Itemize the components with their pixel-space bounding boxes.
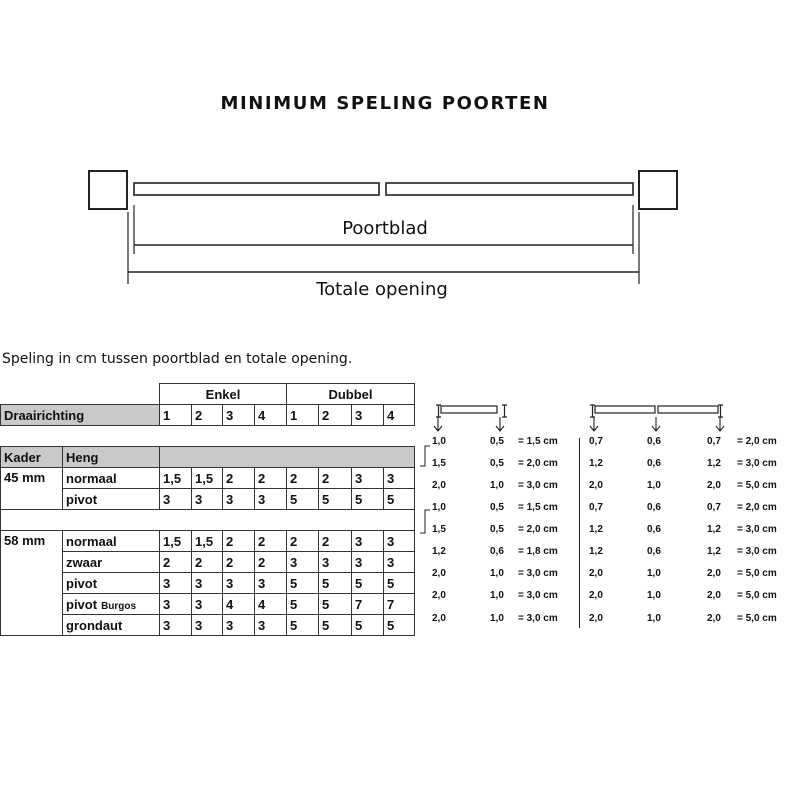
double-value: = 3,0 cm — [737, 546, 777, 557]
value-cell: 2 — [255, 468, 287, 489]
double-leaf-icon — [590, 405, 723, 417]
group-single: Enkel — [160, 384, 287, 405]
double-value: 1,2 — [589, 546, 603, 557]
value-cell: 5 — [319, 594, 352, 615]
value-cell: 5 — [352, 615, 384, 636]
hinge-cell: pivot — [63, 573, 160, 594]
double-value: 0,6 — [647, 546, 661, 557]
value-cell: 3 — [384, 468, 415, 489]
frame-45: 45 mm — [1, 468, 63, 510]
value-cell: 3 — [192, 489, 223, 510]
double-value: 1,2 — [707, 524, 721, 535]
opening-label: Totale opening — [316, 279, 448, 300]
single-value: 1,0 — [490, 480, 504, 491]
value-cell: 5 — [287, 615, 319, 636]
value-cell: 1,5 — [160, 468, 192, 489]
value-cell: 3 — [192, 594, 223, 615]
value-cell: 3 — [223, 573, 255, 594]
double-value: 2,0 — [589, 590, 603, 601]
double-value: = 3,0 cm — [737, 458, 777, 469]
double-value: 1,0 — [647, 590, 661, 601]
value-cell: 2 — [319, 531, 352, 552]
value-cell: 3 — [255, 573, 287, 594]
double-value: 0,6 — [647, 458, 661, 469]
bracket-icons — [420, 446, 430, 533]
value-cell: 1,5 — [160, 531, 192, 552]
value-cell: 4 — [255, 594, 287, 615]
value-cell: 5 — [287, 594, 319, 615]
double-value: 1,2 — [589, 458, 603, 469]
value-cell: 3 — [223, 615, 255, 636]
col-number: 4 — [255, 405, 287, 426]
double-value: 2,0 — [707, 568, 721, 579]
double-value: 0,7 — [589, 436, 603, 447]
value-cell: 5 — [384, 615, 415, 636]
single-value: = 1,8 cm — [518, 546, 558, 557]
value-cell: 5 — [319, 573, 352, 594]
clearance-schematic — [420, 398, 800, 638]
double-value: 0,7 — [707, 502, 721, 513]
single-value: 1,5 — [432, 458, 446, 469]
single-value: = 1,5 cm — [518, 502, 558, 513]
double-value: 1,0 — [647, 613, 661, 624]
double-value: = 5,0 cm — [737, 568, 777, 579]
single-value: = 3,0 cm — [518, 480, 558, 491]
single-value: 0,5 — [490, 436, 504, 447]
single-value: 1,0 — [432, 502, 446, 513]
value-cell: 3 — [160, 615, 192, 636]
value-cell: 7 — [352, 594, 384, 615]
single-value: 1,2 — [432, 546, 446, 557]
hinge-cell: zwaar — [63, 552, 160, 573]
single-value: = 3,0 cm — [518, 568, 558, 579]
value-cell: 2 — [319, 468, 352, 489]
col-number: 2 — [192, 405, 223, 426]
hinge-cell: normaal — [63, 468, 160, 489]
double-value: = 5,0 cm — [737, 480, 777, 491]
double-value: = 3,0 cm — [737, 524, 777, 535]
column-separator — [579, 438, 580, 628]
single-value: 2,0 — [432, 480, 446, 491]
right-post — [639, 171, 677, 209]
single-value: 1,0 — [490, 613, 504, 624]
value-cell: 2 — [255, 552, 287, 573]
value-cell: 1,5 — [192, 531, 223, 552]
double-value: 2,0 — [707, 590, 721, 601]
caption: Speling in cm tussen poortblad en totale opening. — [2, 351, 353, 367]
value-cell: 3 — [287, 552, 319, 573]
col-number: 4 — [384, 405, 415, 426]
col-number: 1 — [287, 405, 319, 426]
col-number: 3 — [223, 405, 255, 426]
double-value: 0,6 — [647, 436, 661, 447]
double-value: 2,0 — [589, 613, 603, 624]
value-cell: 3 — [255, 489, 287, 510]
hinge-header: Heng — [63, 447, 160, 468]
value-cell: 2 — [255, 531, 287, 552]
double-value: 2,0 — [707, 480, 721, 491]
frame-header: Kader — [1, 447, 63, 468]
value-cell: 5 — [287, 573, 319, 594]
single-value: 2,0 — [432, 613, 446, 624]
group-double: Dubbel — [287, 384, 415, 405]
single-value: 0,6 — [490, 546, 504, 557]
single-leaf-icon — [436, 405, 507, 417]
value-cell: 2 — [287, 531, 319, 552]
value-cell: 5 — [384, 573, 415, 594]
col-number: 2 — [319, 405, 352, 426]
down-arrow-icons — [434, 417, 724, 431]
value-cell: 5 — [319, 615, 352, 636]
double-value: 0,7 — [707, 436, 721, 447]
hinge-cell: normaal — [63, 531, 160, 552]
gate-leaf-right — [386, 183, 633, 195]
value-cell: 3 — [160, 594, 192, 615]
value-cell: 3 — [223, 489, 255, 510]
hinge-note: Burgos — [101, 600, 137, 612]
value-cell: 5 — [352, 489, 384, 510]
value-cell: 3 — [384, 552, 415, 573]
double-value: 0,7 — [589, 502, 603, 513]
single-value: = 2,0 cm — [518, 458, 558, 469]
value-cell: 2 — [223, 468, 255, 489]
single-value: 2,0 — [432, 568, 446, 579]
value-cell: 2 — [192, 552, 223, 573]
value-cell: 1,5 — [192, 468, 223, 489]
single-value: = 3,0 cm — [518, 613, 558, 624]
value-cell: 5 — [287, 489, 319, 510]
single-value: 1,0 — [490, 590, 504, 601]
value-cell: 5 — [384, 489, 415, 510]
single-value: = 1,5 cm — [518, 436, 558, 447]
value-cell: 3 — [384, 531, 415, 552]
double-value: 2,0 — [589, 568, 603, 579]
value-cell: 3 — [255, 615, 287, 636]
double-value: 2,0 — [707, 613, 721, 624]
value-cell: 3 — [160, 573, 192, 594]
value-cell: 3 — [192, 573, 223, 594]
double-value: = 5,0 cm — [737, 590, 777, 601]
col-number: 3 — [352, 405, 384, 426]
hinge-name: pivot — [66, 596, 98, 612]
value-cell: 2 — [287, 468, 319, 489]
hinge-cell: pivot — [63, 489, 160, 510]
single-value: 0,5 — [490, 524, 504, 535]
hinge-cell — [63, 594, 160, 615]
value-cell: 3 — [319, 552, 352, 573]
double-value: = 5,0 cm — [737, 613, 777, 624]
double-value: = 2,0 cm — [737, 436, 777, 447]
gate-diagram — [0, 0, 800, 320]
col-number: 1 — [160, 405, 192, 426]
single-value: 0,5 — [490, 458, 504, 469]
value-cell: 2 — [160, 552, 192, 573]
double-value: 1,2 — [707, 458, 721, 469]
single-value: = 2,0 cm — [518, 524, 558, 535]
single-value: 0,5 — [490, 502, 504, 513]
double-value: = 2,0 cm — [737, 502, 777, 513]
single-value: 2,0 — [432, 590, 446, 601]
value-cell: 4 — [223, 594, 255, 615]
value-cell: 3 — [352, 552, 384, 573]
value-cell: 3 — [192, 615, 223, 636]
value-cell: 2 — [223, 531, 255, 552]
single-value: = 3,0 cm — [518, 590, 558, 601]
single-value: 1,0 — [432, 436, 446, 447]
value-cell: 3 — [352, 531, 384, 552]
double-value: 1,2 — [589, 524, 603, 535]
single-value: 1,0 — [490, 568, 504, 579]
value-cell: 7 — [384, 594, 415, 615]
direction-label: Draairichting — [1, 405, 160, 426]
leaf-label: Poortblad — [342, 218, 428, 239]
left-post — [89, 171, 127, 209]
value-cell: 5 — [319, 489, 352, 510]
double-value: 2,0 — [589, 480, 603, 491]
hinge-cell: grondaut — [63, 615, 160, 636]
double-value: 1,0 — [647, 568, 661, 579]
page-title: MINIMUM SPELING POORTEN — [220, 93, 550, 114]
frame-58: 58 mm — [1, 531, 63, 636]
double-value: 0,6 — [647, 524, 661, 535]
gate-leaf-left — [134, 183, 379, 195]
clearance-table — [0, 383, 415, 636]
value-cell: 2 — [223, 552, 255, 573]
value-cell: 5 — [352, 573, 384, 594]
value-cell: 3 — [352, 468, 384, 489]
single-value: 1,5 — [432, 524, 446, 535]
double-value: 0,6 — [647, 502, 661, 513]
value-cell: 3 — [160, 489, 192, 510]
double-value: 1,0 — [647, 480, 661, 491]
double-value: 1,2 — [707, 546, 721, 557]
